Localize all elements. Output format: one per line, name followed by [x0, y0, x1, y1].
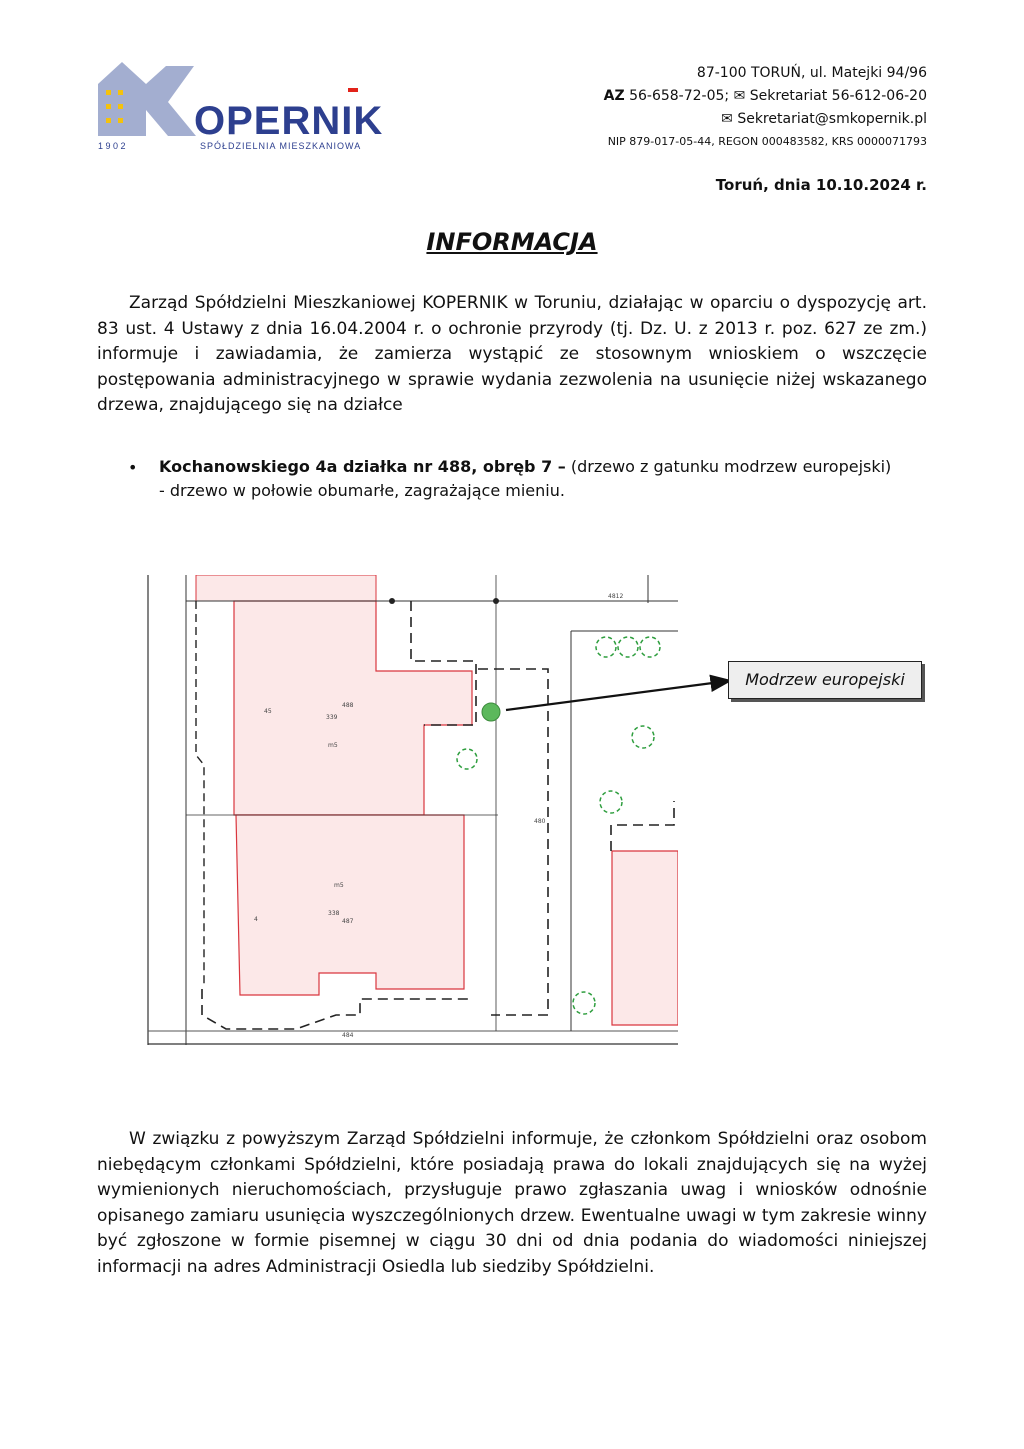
tree-condition: - drzewo w połowie obumarłe, zagrażające mieniu.: [159, 481, 565, 500]
larch-tree-marker: [482, 703, 500, 721]
document-title: INFORMACJA: [426, 228, 598, 256]
date-line: Toruń, dnia 10.10.2024 r.: [715, 176, 927, 194]
svg-text:4: 4: [254, 916, 258, 923]
svg-text:339: 339: [326, 714, 338, 721]
parcel-right: [612, 851, 678, 1025]
address-line: 87-100 TORUŃ, ul. Matejki 94/96: [696, 65, 927, 81]
site-map: [146, 575, 678, 1047]
kopernik-logo: [96, 60, 396, 152]
svg-text:m5: m5: [334, 882, 344, 889]
intro-paragraph: Zarząd Spółdzielni Mieszkaniowej KOPERNIK w Toruniu, działając w oparciu o dyspozycję art. 83 ust. 4 Ustawy z dnia 16.04.2004 r. o ochronie przyrody (tj. Dz. U. z 2013 r. poz. 627 ze zm.) informuje i zawiadamia, że zamierza wystąpić ze stosownym wnioskiem o wszczęcie postępowania administracyjnego w sprawie wydania zezwolenia na usunięcie niżej wskazanego drzewa, znajdującego się na działce: [97, 293, 927, 415]
logo-k-arm: [146, 66, 196, 136]
logo-wordmark: OPERNIK: [194, 99, 384, 143]
svg-text:4812: 4812: [608, 593, 624, 600]
bullet-icon: •: [128, 458, 138, 477]
az-label: AZ: [603, 88, 625, 104]
logo-subtitle: SPÓŁDZIELNIA MIESZKANIOWA: [200, 141, 362, 151]
svg-text:m5: m5: [328, 742, 338, 749]
tree-symbol: [573, 992, 595, 1014]
email-address: Sekretariat@smkopernik.pl: [737, 111, 927, 127]
svg-text:488: 488: [342, 702, 354, 709]
tree-species: (drzewo z gatunku modrzew europejski): [570, 457, 892, 476]
phone-line: [604, 87, 927, 105]
svg-text:480: 480: [534, 818, 546, 825]
envelope-icon: ✉: [721, 111, 733, 127]
logo-accent: [348, 88, 358, 92]
registry-line: NIP 879-017-05-44, REGON 000483582, KRS 0000071793: [607, 135, 927, 148]
phone-icon: ✉︎: [733, 88, 746, 104]
parcel-487: [236, 815, 464, 995]
tree-item: [159, 456, 891, 478]
az-phone: 56-658-72-05;: [629, 88, 730, 104]
closing-paragraph: W związku z powyższym Zarząd Spółdzielni informuje, że członkom Spółdzielni oraz osobom niebędącym członkami Spółdzielni, które posiadają prawa do lokali znajdujących się na wyżej wymienionych nieruchomościach, przysługuje prawo zgłaszania uwag i wniosków odnośnie opisanego zamiaru usunięcia wyszczególnionych drzew. Ewentualne uwagi w tym zakresie winny być zgłoszone w formie pisemnej w ciągu 30 dni od dnia podania do wiadomości niniejszej informacji na adres Administracji Osiedla lub siedziby Spółdzielni.: [97, 1129, 927, 1277]
map-callout-label: Modrzew europejski: [728, 661, 922, 699]
tree-symbol: [596, 637, 616, 657]
logo-window: [118, 118, 123, 123]
tree-location: Kochanowskiego 4a działka nr 488, obręb 7 –: [159, 457, 566, 476]
logo-window: [118, 90, 123, 95]
tree-symbol: [618, 637, 638, 657]
callout-arrow: [500, 670, 740, 720]
svg-text:487: 487: [342, 918, 354, 925]
svg-text:45: 45: [264, 708, 272, 715]
parcel-top: [196, 575, 376, 601]
email-line: [721, 110, 927, 128]
logo-window: [118, 104, 123, 109]
secretariat-phone: Sekretariat 56-612-06-20: [749, 88, 927, 104]
tree-symbol: [600, 791, 622, 813]
tree-symbol: [457, 749, 477, 769]
logo-window: [106, 118, 111, 123]
logo-window: [106, 104, 111, 109]
svg-text:484: 484: [342, 1032, 354, 1039]
tree-symbol: [640, 637, 660, 657]
logo-window: [106, 90, 111, 95]
logo-founded: 1 9 0 2: [98, 141, 126, 151]
logo-house-shape: [98, 62, 146, 136]
svg-text:338: 338: [328, 910, 340, 917]
tree-symbol: [632, 726, 654, 748]
